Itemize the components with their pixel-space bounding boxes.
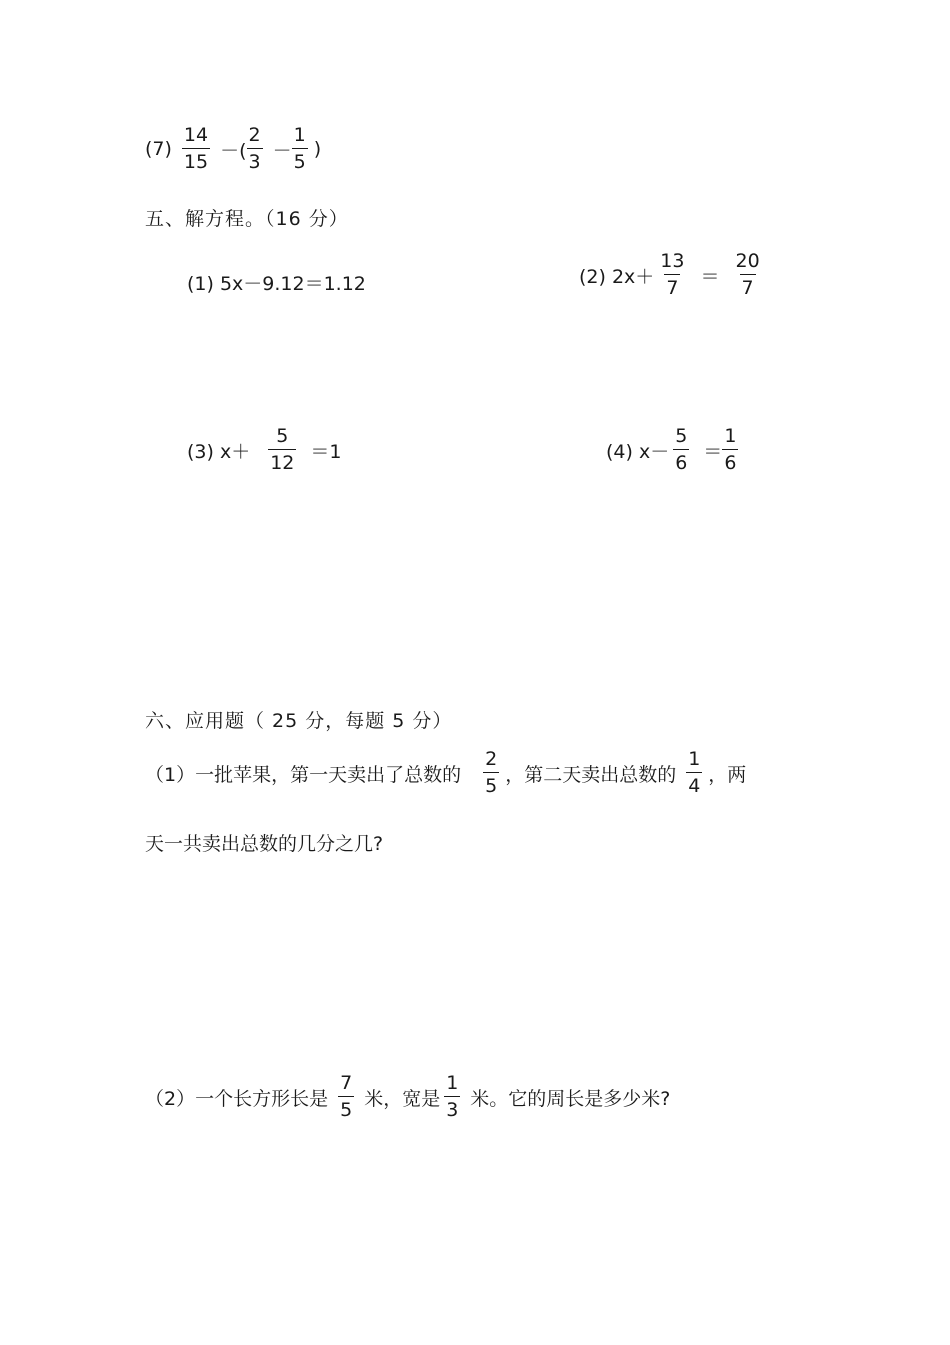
fraction: $\frac{5}{12}$ [270, 425, 295, 474]
fraction: $\frac{2}{3}$ [248, 124, 261, 173]
operator: －( [220, 139, 247, 162]
equation-3: (3) x＋ $\frac{5}{12}$ ＝1 [187, 425, 342, 474]
fraction: $\frac{20}{7}$ [735, 250, 760, 299]
fraction: $\frac{1}{6}$ [724, 425, 737, 474]
operator: ＝ [703, 440, 723, 463]
fraction: $\frac{1}{4}$ [688, 748, 701, 797]
operator: ＝ [700, 265, 720, 288]
word-problem-1-line-2: 天一共卖出总数的几分之几? [145, 833, 384, 855]
section-5-heading: 五、解方程。（16 分） [145, 208, 349, 230]
fraction: $\frac{5}{6}$ [675, 425, 688, 474]
fraction: $\frac{2}{5}$ [485, 748, 498, 797]
equation-1: (1) 5x－9.12＝1.12 [187, 273, 366, 295]
problem-7 [145, 126, 321, 172]
word-problem-1: （1）一批苹果，第一天卖出了总数的 $\frac{2}{5}$ ，第二天卖出总数的 $\frac{1}{4}$ ，两 [145, 748, 747, 797]
equation-2: (2) 2x＋ $\frac{13}{7}$ ＝ $\frac{20}{7}$ [579, 250, 760, 299]
problem-7-label: (7) [145, 138, 172, 160]
fraction: $\frac{1}{5}$ [293, 124, 306, 173]
operator: － [272, 139, 292, 162]
operator: ＝1 [310, 440, 342, 463]
fraction: $\frac{13}{7}$ [660, 250, 685, 299]
word-problem-2: （2）一个长方形长是 $\frac{7}{5}$ 米，宽是 $\frac{1}{3}$ 米。它的周长是多少米? [145, 1072, 671, 1121]
equation-4: (4) x－ $\frac{5}{6}$ ＝ $\frac{1}{6}$ [606, 425, 737, 474]
operator: ) [313, 138, 322, 160]
fraction: $\frac{14}{15}$ [183, 124, 209, 173]
fraction: $\frac{1}{3}$ [446, 1072, 459, 1121]
fraction: $\frac{7}{5}$ [340, 1072, 353, 1121]
section-6-heading: 六、应用题（ 25 分，每题 5 分） [145, 710, 453, 732]
